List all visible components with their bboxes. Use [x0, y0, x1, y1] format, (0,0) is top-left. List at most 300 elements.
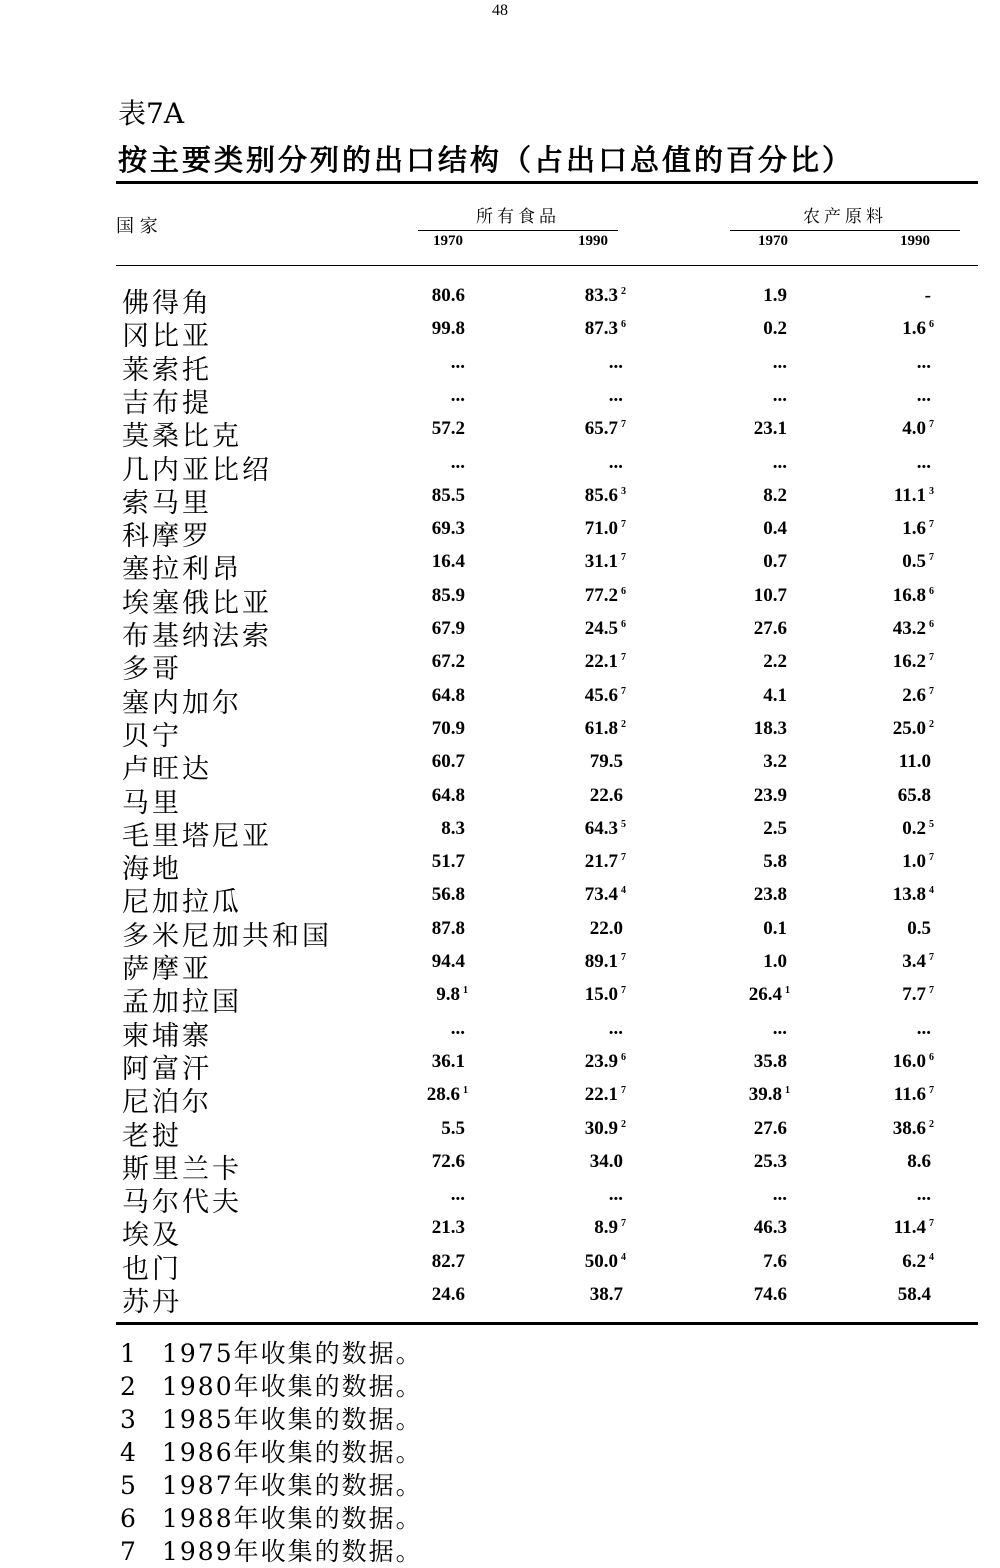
- footnote-text: 1989年收集的数据。: [162, 1537, 423, 1566]
- value-cell: [432, 1051, 468, 1073]
- footnote-marker: 7: [621, 652, 626, 664]
- value-text: 2.6: [902, 684, 926, 706]
- value-text: 64.8: [431, 784, 465, 806]
- value-cell: [609, 352, 626, 374]
- value-cell: [763, 751, 790, 773]
- value-text: 56.8: [431, 884, 465, 906]
- value-cell: [609, 452, 626, 474]
- value-cell: [773, 452, 790, 474]
- footnote-marker: 7: [929, 1218, 934, 1230]
- country-name: 老挝: [122, 1120, 182, 1152]
- value-text: 3.4: [902, 951, 926, 972]
- table-row: [0, 547, 1000, 586]
- country-name: 莱索托: [122, 354, 212, 386]
- value-cell: [432, 285, 468, 307]
- table-row: [0, 581, 1000, 619]
- value-cell: [894, 485, 934, 507]
- value-text: ...: [916, 351, 931, 373]
- value-text: 5.5: [441, 1117, 465, 1139]
- value-text: 1.6: [902, 318, 926, 340]
- value-cell: [917, 352, 934, 374]
- footnote: [120, 1466, 423, 1499]
- value-text: 16.0: [892, 1050, 926, 1072]
- country-name: 贝宁: [122, 720, 182, 752]
- value-text: 51.7: [431, 851, 465, 873]
- footnote: [120, 1334, 423, 1367]
- value-text: 71.0: [584, 518, 618, 540]
- value-cell: [585, 651, 626, 673]
- country-name: 柬埔寨: [122, 1020, 212, 1052]
- value-text: ...: [772, 451, 787, 473]
- country-name: 科摩罗: [122, 521, 212, 553]
- value-cell: [609, 1184, 626, 1206]
- value-cell: [609, 385, 626, 407]
- value-cell: [432, 951, 468, 973]
- footnote-marker: 7: [621, 1085, 626, 1097]
- value-text: 30.9: [584, 1117, 618, 1139]
- value-cell: [432, 718, 468, 740]
- top-rule: [116, 181, 978, 184]
- footnote-marker: 4: [929, 885, 934, 897]
- value-cell: [917, 1018, 934, 1040]
- table-row: [0, 448, 1000, 486]
- table-row: [0, 714, 1000, 752]
- group-underline-raw-materials: [730, 230, 960, 231]
- value-text: 1.6: [902, 518, 926, 540]
- footnote-marker: 7: [929, 419, 934, 431]
- table-row: [0, 1014, 1000, 1052]
- footnote-marker: 6: [621, 619, 626, 630]
- value-cell: [893, 585, 934, 607]
- value-text: ...: [608, 1184, 623, 1206]
- table-row: [0, 1180, 1000, 1219]
- table-row: [0, 614, 1000, 652]
- footnote-marker: 7: [621, 1218, 626, 1230]
- value-cell: [432, 418, 468, 440]
- value-text: ...: [608, 384, 623, 406]
- value-text: 22.6: [589, 784, 623, 806]
- country-name: 布基纳法索: [122, 621, 272, 652]
- value-cell: [894, 1084, 934, 1106]
- table-row: [0, 1080, 1000, 1119]
- value-text: 8.6: [907, 1150, 931, 1172]
- footnote-marker: 4: [621, 1251, 626, 1263]
- value-text: 8.2: [763, 484, 787, 506]
- value-text: 22.1: [584, 651, 618, 673]
- footnote-marker: 6: [929, 585, 934, 597]
- value-cell: [585, 551, 626, 573]
- footnote: [120, 1400, 423, 1433]
- footnote-marker: 6: [929, 319, 934, 331]
- value-cell: [893, 1118, 934, 1140]
- footnote-marker: 6: [929, 1051, 934, 1063]
- value-text: 7.7: [902, 984, 926, 1006]
- value-cell: [432, 851, 468, 873]
- country-name: 吉布提: [122, 387, 212, 419]
- value-cell: [763, 818, 790, 840]
- footnote-text: 1975年收集的数据。: [162, 1339, 423, 1368]
- header-rule: [116, 265, 978, 266]
- value-cell: [451, 352, 468, 374]
- value-cell: [754, 618, 790, 640]
- table-row: [0, 1114, 1000, 1152]
- value-text: 60.7: [431, 751, 465, 773]
- country-column-header: 国 家: [116, 216, 158, 237]
- value-cell: [441, 818, 468, 840]
- value-text: 24.5: [584, 618, 618, 639]
- value-text: 1.0: [902, 851, 926, 873]
- value-text: 45.6: [584, 684, 618, 706]
- page-number: 48: [492, 2, 508, 19]
- year-header: 1970: [433, 233, 463, 249]
- value-cell: [754, 418, 790, 440]
- footnote-text: 1987年收集的数据。: [162, 1471, 423, 1500]
- value-text: 79.5: [589, 751, 623, 773]
- value-cell: [432, 1217, 468, 1239]
- table-row: [0, 1247, 1000, 1285]
- value-text: 69.3: [431, 518, 465, 540]
- country-name: 马里: [122, 787, 182, 819]
- group-header-raw-materials: 农产原料: [803, 207, 887, 227]
- country-name: 埃及: [122, 1220, 182, 1252]
- value-text: 74.6: [753, 1284, 787, 1305]
- table-row: [0, 481, 1000, 519]
- value-cell: [590, 751, 626, 773]
- value-cell: [594, 1217, 626, 1239]
- table-row: [0, 847, 1000, 886]
- value-cell: [432, 785, 468, 807]
- country-name: 佛得角: [122, 288, 212, 319]
- country-name: 多哥: [122, 654, 182, 686]
- value-text: 31.1: [584, 551, 618, 573]
- footnote-marker: 6: [621, 319, 626, 331]
- footnote-text: 1986年收集的数据。: [162, 1438, 423, 1467]
- value-cell: [590, 918, 626, 940]
- footnote-marker: 6: [621, 1051, 626, 1063]
- footnotes: [120, 1334, 423, 1565]
- value-text: ...: [450, 351, 465, 373]
- value-text: 15.0: [584, 984, 618, 1006]
- value-cell: [902, 818, 934, 840]
- value-text: 16.8: [892, 584, 926, 606]
- value-cell: [893, 1051, 934, 1073]
- value-text: ...: [608, 1017, 623, 1039]
- footnote-marker: 7: [621, 952, 626, 963]
- value-cell: [432, 685, 468, 707]
- value-cell: [451, 452, 468, 474]
- value-text: 0.1: [763, 917, 787, 939]
- value-text: 85.6: [584, 484, 618, 506]
- footnote-marker: 2: [621, 718, 626, 730]
- value-text: 89.1: [584, 951, 618, 972]
- value-cell: [893, 718, 934, 740]
- value-cell: [436, 984, 468, 1006]
- value-cell: [898, 1284, 934, 1306]
- footnote-number: 1: [120, 1339, 138, 1368]
- footnote-number: 4: [120, 1438, 138, 1467]
- value-text: 83.3: [584, 285, 618, 306]
- value-cell: [432, 918, 468, 940]
- value-cell: [754, 718, 790, 740]
- country-name: 尼泊尔: [122, 1087, 212, 1119]
- value-text: ...: [772, 1184, 787, 1206]
- value-text: 28.6: [426, 1084, 460, 1106]
- footnote-marker: 7: [929, 552, 934, 564]
- value-cell: [902, 551, 934, 573]
- country-name: 卢旺达: [122, 754, 212, 786]
- value-text: ...: [608, 351, 623, 373]
- value-cell: [432, 1284, 468, 1306]
- value-text: 65.8: [897, 784, 931, 806]
- value-cell: [773, 385, 790, 407]
- value-cell: [432, 551, 468, 573]
- footnote-marker: 1: [463, 1085, 468, 1097]
- country-name: 阿富汗: [122, 1053, 212, 1085]
- value-text: ...: [772, 384, 787, 406]
- value-text: 3.2: [763, 751, 787, 773]
- value-cell: [590, 1284, 626, 1306]
- footnote-marker: 1: [463, 985, 468, 997]
- value-text: 4.0: [902, 418, 926, 440]
- value-text: 72.6: [431, 1150, 465, 1172]
- country-name: 索马里: [122, 487, 212, 519]
- value-cell: [773, 1184, 790, 1206]
- value-cell: [432, 518, 468, 540]
- value-text: 36.1: [431, 1050, 465, 1072]
- value-cell: [749, 1084, 790, 1106]
- footnote-marker: 5: [621, 818, 626, 830]
- value-cell: [754, 785, 790, 807]
- footnote-marker: 7: [929, 685, 934, 697]
- footnote-number: 7: [120, 1537, 138, 1566]
- table-row: [0, 381, 1000, 419]
- value-cell: [902, 951, 934, 973]
- value-text: 2.2: [763, 651, 787, 673]
- value-text: 10.7: [753, 584, 787, 606]
- footnote-marker: 1: [785, 985, 790, 997]
- table-row: [0, 781, 1000, 819]
- footnote-number: 3: [120, 1405, 138, 1434]
- value-cell: [585, 418, 626, 440]
- value-text: 23.1: [753, 418, 787, 440]
- value-text: 82.7: [431, 1250, 465, 1272]
- value-cell: [585, 285, 626, 307]
- footnote: [120, 1367, 423, 1400]
- value-text: 8.9: [594, 1217, 618, 1239]
- value-text: 0.5: [902, 551, 926, 573]
- table-row: [0, 314, 1000, 353]
- value-cell: [763, 285, 790, 307]
- value-cell: [763, 918, 790, 940]
- value-text: ...: [450, 384, 465, 406]
- value-cell: [432, 485, 468, 507]
- table-row: [0, 1213, 1000, 1252]
- value-cell: [432, 585, 468, 607]
- value-cell: [754, 884, 790, 906]
- country-name: 毛里塔尼亚: [122, 820, 272, 852]
- value-text: 87.3: [584, 318, 618, 340]
- value-text: ...: [450, 1184, 465, 1206]
- table-row: [0, 1147, 1000, 1185]
- footnote-marker: 7: [621, 985, 626, 997]
- country-name: 埃塞俄比亚: [122, 587, 272, 619]
- value-cell: [451, 385, 468, 407]
- value-text: 11.1: [893, 484, 926, 506]
- value-text: 39.8: [748, 1084, 782, 1106]
- value-text: 34.0: [589, 1150, 623, 1172]
- value-text: 64.8: [431, 684, 465, 706]
- country-name: 多米尼加共和国: [122, 920, 332, 952]
- footnote-number: 2: [120, 1372, 138, 1401]
- value-text: 26.4: [748, 984, 782, 1006]
- footnote-marker: 7: [929, 519, 934, 531]
- value-text: ...: [450, 451, 465, 473]
- value-cell: [590, 785, 626, 807]
- value-text: 35.8: [753, 1050, 787, 1072]
- value-text: ...: [916, 1017, 931, 1039]
- year-header: 1970: [758, 233, 788, 249]
- value-cell: [432, 318, 468, 340]
- value-cell: [925, 285, 934, 307]
- value-cell: [902, 984, 934, 1006]
- value-text: 25.0: [892, 717, 926, 739]
- value-cell: [763, 1251, 790, 1273]
- table-row: [0, 647, 1000, 686]
- value-cell: [585, 951, 626, 973]
- table-row: [0, 1047, 1000, 1085]
- value-cell: [917, 1184, 934, 1206]
- value-cell: [585, 585, 626, 607]
- value-cell: [917, 452, 934, 474]
- value-cell: [585, 618, 626, 640]
- table-row: [0, 681, 1000, 719]
- value-cell: [902, 851, 934, 873]
- footnote-marker: 2: [929, 1118, 934, 1130]
- value-text: 23.9: [753, 784, 787, 806]
- value-cell: [902, 518, 934, 540]
- country-name: 马尔代夫: [122, 1187, 242, 1219]
- footnote-text: 1988年收集的数据。: [162, 1504, 423, 1533]
- value-text: 27.6: [753, 1117, 787, 1139]
- value-cell: [902, 685, 934, 707]
- value-cell: [590, 1151, 626, 1173]
- country-name: 苏丹: [122, 1287, 182, 1318]
- value-cell: [585, 884, 626, 906]
- value-text: ...: [916, 451, 931, 473]
- footnote-marker: 1: [785, 1085, 790, 1097]
- footnote-marker: 7: [929, 852, 934, 864]
- value-text: 9.8: [436, 984, 460, 1006]
- value-cell: [898, 785, 934, 807]
- table-row: [0, 281, 1000, 319]
- table-row: [0, 747, 1000, 786]
- value-text: 46.3: [753, 1217, 787, 1239]
- value-text: 5.8: [763, 851, 787, 873]
- value-cell: [754, 1217, 790, 1239]
- value-text: 6.2: [902, 1250, 926, 1272]
- value-text: 70.9: [431, 717, 465, 739]
- value-cell: [899, 751, 934, 773]
- value-text: 57.2: [431, 418, 465, 440]
- footnote-marker: 7: [621, 519, 626, 531]
- footnote-marker: 5: [929, 818, 934, 830]
- value-text: 22.0: [589, 917, 623, 939]
- country-name: 也门: [122, 1253, 182, 1285]
- value-text: 11.0: [898, 751, 931, 773]
- value-text: 80.6: [431, 285, 465, 306]
- value-cell: [451, 1184, 468, 1206]
- footnote-marker: 3: [929, 485, 934, 497]
- value-text: 65.7: [584, 418, 618, 440]
- value-cell: [585, 518, 626, 540]
- footnote-marker: 7: [929, 952, 934, 963]
- value-cell: [585, 1051, 626, 1073]
- footnote-marker: 7: [929, 1085, 934, 1097]
- value-cell: [902, 418, 934, 440]
- value-text: 99.8: [431, 318, 465, 340]
- value-cell: [894, 1217, 934, 1239]
- table-title: 按主要类别分列的出口结构（占出口总值的百分比）: [118, 143, 855, 177]
- footnote-marker: 6: [929, 619, 934, 630]
- value-text: 61.8: [584, 717, 618, 739]
- footnote-marker: 7: [621, 852, 626, 864]
- footnote-text: 1985年收集的数据。: [162, 1405, 423, 1434]
- value-text: 0.2: [902, 817, 926, 839]
- value-cell: [585, 851, 626, 873]
- value-text: -: [924, 285, 931, 306]
- footnote-marker: 7: [621, 419, 626, 431]
- value-cell: [432, 618, 468, 640]
- value-cell: [585, 685, 626, 707]
- value-text: 16.2: [892, 651, 926, 673]
- value-text: ...: [450, 1017, 465, 1039]
- country-name: 海地: [122, 854, 182, 886]
- value-text: 67.9: [431, 618, 465, 639]
- value-text: 8.3: [441, 817, 465, 839]
- value-text: 43.2: [892, 618, 926, 639]
- value-text: 4.1: [763, 684, 787, 706]
- table-id: 表7A: [118, 97, 185, 130]
- value-cell: [432, 1251, 468, 1273]
- footnote-marker: 4: [929, 1251, 934, 1263]
- country-name: 孟加拉国: [122, 987, 242, 1019]
- value-text: 18.3: [753, 717, 787, 739]
- value-text: 0.7: [763, 551, 787, 573]
- value-text: 58.4: [897, 1284, 931, 1305]
- footnote: [120, 1499, 423, 1532]
- value-cell: [754, 1284, 790, 1306]
- value-text: 23.8: [753, 884, 787, 906]
- value-cell: [754, 1051, 790, 1073]
- table-row: [0, 914, 1000, 952]
- value-cell: [763, 318, 790, 340]
- value-text: ...: [772, 351, 787, 373]
- value-cell: [432, 751, 468, 773]
- value-cell: [585, 984, 626, 1006]
- value-cell: [585, 1118, 626, 1140]
- value-cell: [585, 818, 626, 840]
- value-cell: [773, 352, 790, 374]
- table-row: [0, 947, 1000, 985]
- group-header-food: 所有食品: [476, 207, 560, 227]
- value-cell: [763, 485, 790, 507]
- value-cell: [754, 585, 790, 607]
- country-name: 冈比亚: [122, 321, 212, 353]
- country-name: 斯里兰卡: [122, 1153, 242, 1185]
- value-text: 16.4: [431, 551, 465, 573]
- footnote-marker: 7: [621, 685, 626, 697]
- value-text: 38.7: [589, 1284, 623, 1305]
